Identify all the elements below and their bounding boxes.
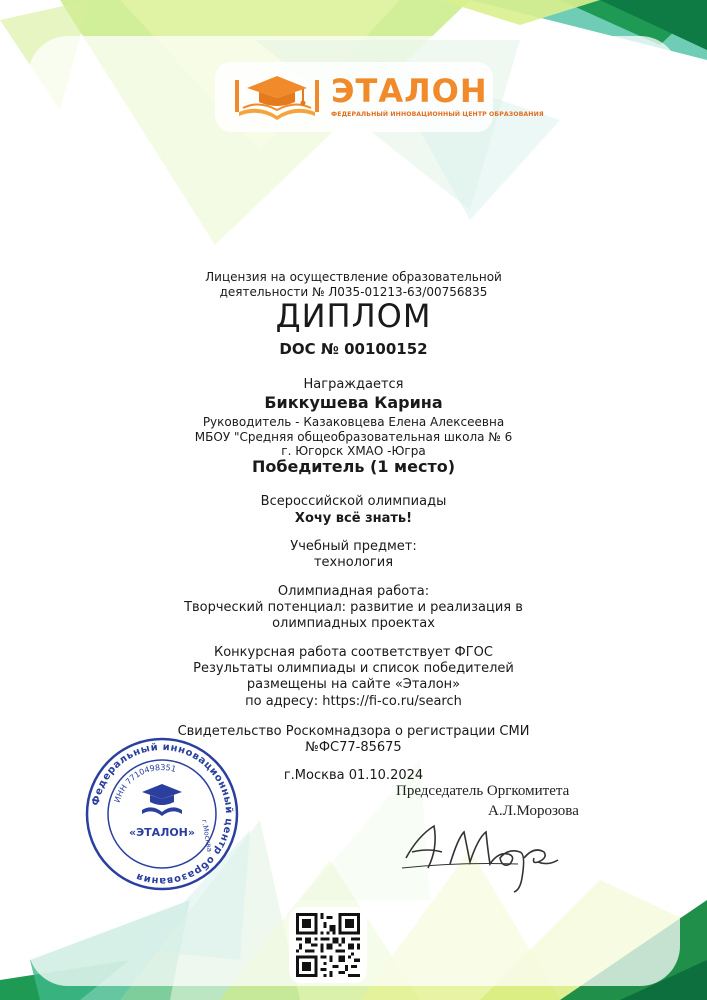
- registration-line-2: №ФС77-85675: [305, 740, 402, 755]
- graduation-cap-book-icon: [229, 70, 325, 124]
- logo: [215, 62, 544, 132]
- diploma-title: ДИПЛОМ: [275, 297, 432, 335]
- olympiad-label: Всероссийской олимпиады: [260, 494, 447, 509]
- stamp-ring-text: Федеральный инновационный центр образования: [90, 741, 235, 887]
- qr-code: [289, 907, 367, 983]
- school: МБОУ "Средняя общеобразовательная школа № 6: [194, 430, 513, 444]
- notes-line-1: Конкурсная работа соответствует ФГОС: [214, 645, 493, 660]
- recipient-name: Биккушева Карина: [264, 393, 443, 412]
- olympiad-name: Хочу всё знать!: [294, 511, 413, 526]
- subject-label: Учебный предмет:: [290, 539, 417, 554]
- awarded-label: Награждается: [303, 377, 404, 392]
- diploma-number: DOC № 00100152: [279, 340, 428, 358]
- qr-code-icon: [296, 913, 360, 977]
- signatory-title: Председатель Оргкомитета: [396, 783, 570, 799]
- logo-name: ЭТАЛОН: [331, 72, 488, 110]
- stamp-city: г.Москва: [200, 818, 214, 853]
- handwritten-signature: [398, 818, 568, 896]
- result: Победитель (1 место): [251, 457, 456, 476]
- stamp-cap-icon: [142, 784, 182, 816]
- stamp-inn: ИНН 7710498351: [112, 762, 178, 804]
- license-line-1: Лицензия на осуществление образовательной: [205, 270, 502, 284]
- notes-line-3: размещены на сайте «Эталон»: [246, 677, 461, 692]
- logo-subtitle: ФЕДЕРАЛЬНЫЙ ИННОВАЦИОННЫЙ ЦЕНТР ОБРАЗОВАНИЯ: [331, 111, 544, 118]
- city: г. Югорск ХМАО -Югра: [281, 444, 426, 458]
- notes-line-2: Результаты олимпиады и список победителей: [193, 661, 514, 676]
- subject-value: технология: [313, 555, 394, 570]
- registration-line-1: Свидетельство Роскомнадзора о регистрации СМИ: [177, 724, 530, 739]
- work-title-line-1: Творческий потенциал: развитие и реализация в: [184, 600, 523, 615]
- stamp-seal: [84, 736, 240, 892]
- work-label: Олимпиадная работа:: [277, 584, 430, 599]
- place-date: г.Москва 01.10.2024: [283, 768, 424, 783]
- stamp-name: «ЭТАЛОН»: [129, 826, 195, 839]
- signatory-name: А.Л.Морозова: [488, 803, 579, 819]
- notes-line-4: по адресу: https://fi-co.ru/search: [245, 694, 462, 709]
- license-line-2: деятельности № Л035-01213-63/00756835: [219, 285, 488, 299]
- work-title-line-2: олимпиадных проектах: [272, 616, 435, 631]
- supervisor: Руководитель - Казаковцева Елена Алексеевна: [202, 415, 505, 429]
